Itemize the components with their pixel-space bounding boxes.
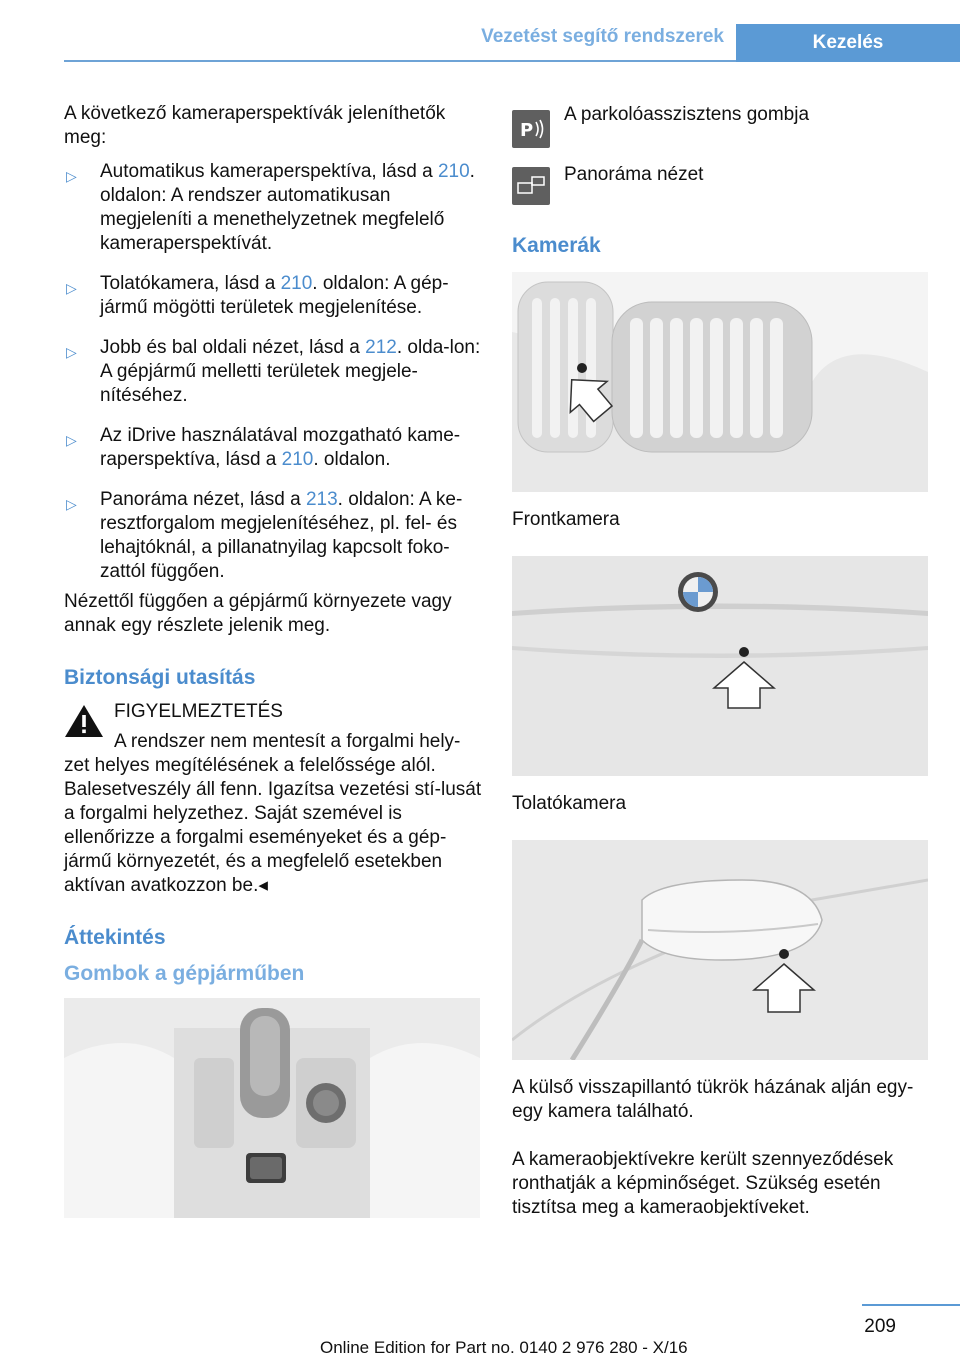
perspective-list xyxy=(64,160,482,584)
rear-camera-caption: Tolatókamera xyxy=(512,793,627,814)
list-item: ▷ Az iDrive használatával mozgatható kame‐raperspektíva, lásd a 210. oldalon. xyxy=(66,425,461,470)
park-assist-icon xyxy=(512,110,550,148)
panorama-label: Panoráma nézet xyxy=(564,164,704,185)
warning-block xyxy=(64,700,482,754)
bullet-triangle-icon: ▷ xyxy=(66,432,77,448)
left-column xyxy=(64,102,482,1218)
park-assist-row xyxy=(512,102,930,162)
page-link[interactable]: 213 xyxy=(305,489,338,510)
side-camera-photo xyxy=(512,840,928,1060)
list-item: ▷ Tolatókamera, lásd a 210. oldalon: A gép‐jármű mögötti területek megjelenítése. xyxy=(66,273,449,318)
page-link[interactable]: 212 xyxy=(365,337,397,358)
front-camera-caption: Frontkamera xyxy=(512,509,620,530)
safety-heading: Biztonsági utasítás xyxy=(64,666,256,689)
panorama-icon xyxy=(512,167,550,205)
list-item: ▷ Automatikus kameraperspektíva, lásd a 210. oldalon: A rendszer automatikusan megjeleníti a menethelyzetnek megfelelő kameraperspektívát. xyxy=(66,161,475,254)
page-number: 209 xyxy=(864,1316,896,1337)
page-link[interactable]: 210 xyxy=(281,449,314,470)
page-link[interactable]: 210 xyxy=(280,273,313,294)
bullet-triangle-icon: ▷ xyxy=(66,344,77,360)
warning-title: FIGYELMEZTETÉS xyxy=(114,701,283,722)
svg-text:P: P xyxy=(520,120,534,141)
header-tab: Kezelés xyxy=(736,24,960,62)
footer xyxy=(0,1302,960,1362)
buttons-heading: Gombok a gépjárműben xyxy=(64,962,305,985)
cameras-heading: Kamerák xyxy=(512,234,601,257)
bullet-triangle-icon: ▷ xyxy=(66,496,77,512)
view-note: Nézettől függően a gépjármű környezete vagy annak egy részlete jelenik meg. xyxy=(64,591,452,636)
bullet-triangle-icon: ▷ xyxy=(66,168,77,184)
footer-rule xyxy=(862,1304,960,1306)
right-column xyxy=(512,102,930,1220)
park-assist-label: A parkolóasszisztens gombja xyxy=(564,104,810,125)
warning-text: zet helyes megítélésének a felelőssége alól. Balesetveszély áll fenn. Igazítsa vezetési stí‐lusát a forgalmi helyzethez. Saját szemével is ellenőrizze a forgalmi eseményeket és a gép‐jármű környezetét, és a megfelelő esetekben aktívan avatkozzon be.◂ xyxy=(64,755,482,896)
rear-camera-photo xyxy=(512,556,928,776)
page-link[interactable]: 210 xyxy=(437,161,470,182)
front-camera-photo xyxy=(512,272,928,492)
mirror-camera-caption: A külső visszapillantó tükrök házának alján egy-egy kamera található. xyxy=(512,1077,914,1122)
lens-cleaning-note: A kameraobjektívekre került szennyeződések ronthatják a képminőséget. Szükség esetén tisztítsa meg a kameraobjektíveket. xyxy=(512,1149,894,1218)
header-section-title: Vezetést segítő rendszerek xyxy=(481,26,724,47)
bullet-triangle-icon: ▷ xyxy=(66,280,77,296)
intro-text: A következő kameraperspektívák jeleníthetők meg: xyxy=(64,103,446,148)
list-item: ▷ Jobb és bal oldali nézet, lásd a 212. olda‐lon: A gépjármű melletti területek megjele‐nítéséhez. xyxy=(66,337,481,406)
console-buttons-photo xyxy=(64,998,480,1218)
warning-first-line: A rendszer nem mentesít a forgalmi hely‐ xyxy=(114,731,461,752)
list-item: ▷ Panoráma nézet, lásd a 213. oldalon: A ke‐resztforgalom megjelenítéséhez, pl. fel- és lehajtóknál, a pillanatnyilag kapcsolt foko‐zattól függően. xyxy=(66,489,463,582)
overview-heading: Áttekintés xyxy=(64,926,166,949)
panorama-row xyxy=(512,162,930,222)
warning-triangle-icon xyxy=(64,704,104,738)
edition-note: Online Edition for Part no. 0140 2 976 280 - X/16 xyxy=(320,1338,688,1357)
